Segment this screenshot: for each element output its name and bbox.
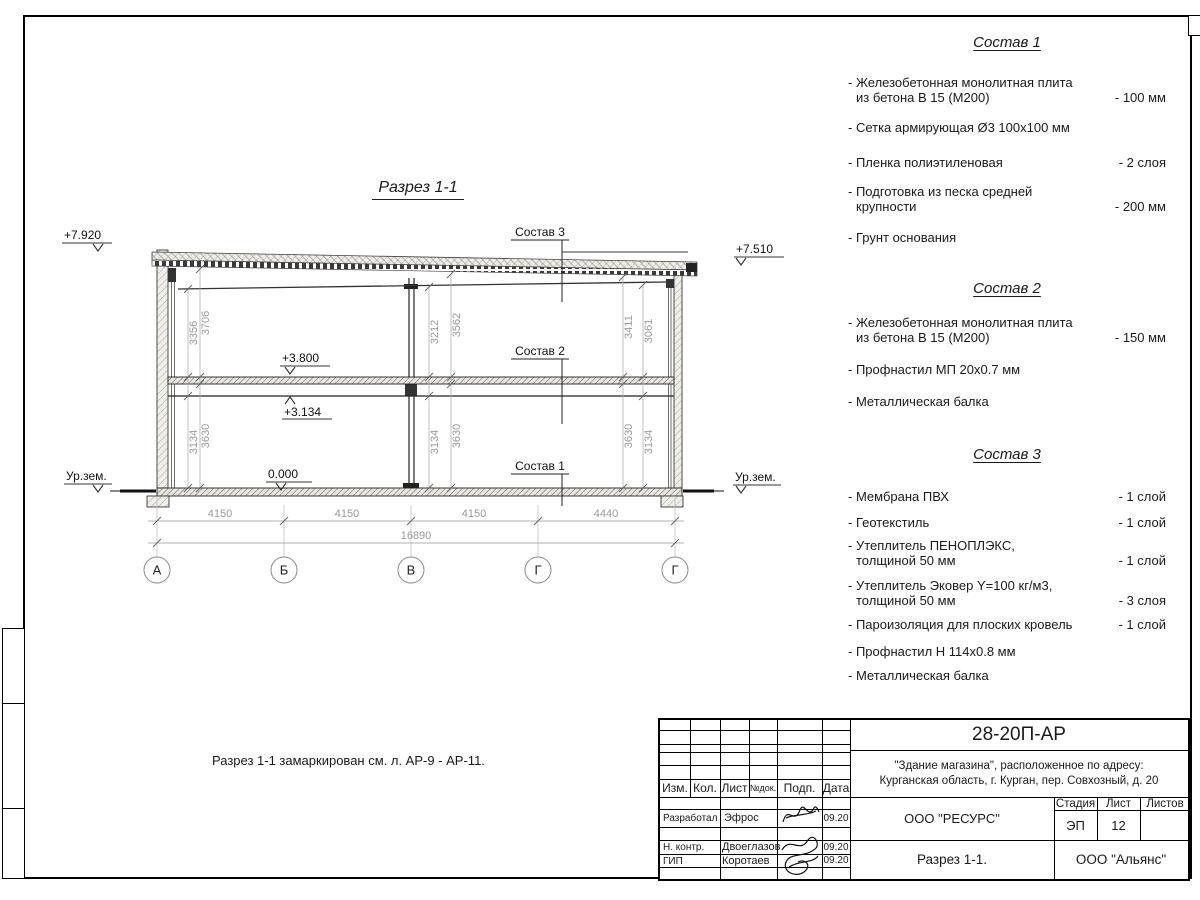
company-name: ООО "Альянс": [1075, 852, 1167, 867]
leader-sostav3: Состав 3: [515, 225, 565, 239]
row-role: Н. контр.: [663, 842, 705, 853]
list-item: - Пленка полиэтиленовая - 2 слоя: [848, 155, 1166, 170]
roof-bracket-right: [666, 279, 674, 288]
sheets-label: Листов: [1146, 797, 1184, 810]
composition-1-title: Состав 1: [973, 34, 1041, 51]
list-item: - Геотекстиль - 1 слой: [848, 515, 1166, 530]
composition-3-title: Состав 3: [973, 446, 1041, 463]
list-item: - Мембрана ПВХ - 1 слой: [848, 489, 1166, 504]
foundation-left: [147, 496, 169, 507]
stage-value: ЭП: [1066, 817, 1085, 833]
list-item: - Металлическая балка: [848, 668, 989, 683]
hdim: 4150: [207, 508, 233, 520]
sheet-label: Лист: [1106, 797, 1131, 810]
axis-label: Г: [671, 562, 679, 578]
col-kol: Кол.: [693, 781, 717, 795]
wall-right: [674, 272, 682, 488]
row-date: 09.20: [823, 812, 849, 824]
leader-sostav1: Состав 1: [515, 459, 565, 473]
elevation-beam: +3.134: [284, 405, 322, 419]
stage-label: Стадия: [1055, 797, 1096, 810]
object-line2: Курганская область, г. Курган, пер. Совхозный, д. 20: [879, 774, 1159, 787]
list-item: - Грунт основания: [848, 230, 957, 245]
floor-slab: [168, 377, 674, 384]
composition-3: [848, 446, 1166, 683]
composition-2-title: Состав 2: [973, 280, 1041, 297]
list-item: - Утеплитель Эковер Y=100 кг/м3, толщиной 50 мм - 3 слоя: [848, 578, 1166, 608]
axis-label: Г: [534, 562, 542, 578]
project-code: 28-20П-АР: [972, 724, 1066, 745]
list-item: - Утеплитель ПЕНОПЛЭКС, толщиной 50 мм - 1 слой: [848, 538, 1166, 568]
axis-label: В: [406, 562, 416, 578]
ground-slab: [157, 488, 682, 496]
vdim: 3630: [451, 423, 463, 449]
object-line1: "Здание магазина", расположенное по адресу:: [894, 759, 1144, 772]
list-item: - Профнастил Н 114х0.8 мм: [848, 644, 1016, 659]
hdim: 4440: [593, 508, 619, 520]
signature-razrabotal: [778, 800, 822, 828]
row-name: Эфрос: [724, 812, 759, 824]
sheet-name: Разрез 1-1.: [916, 852, 988, 867]
signature-kontr-gip: [776, 834, 824, 880]
vdim: 3562: [451, 312, 463, 338]
elevation-right-top: +7.510: [736, 242, 774, 256]
roof-bracket-left: [168, 268, 176, 282]
col-doc: №док.: [749, 783, 777, 793]
project-object: [850, 750, 1188, 797]
row-date: 09.20: [823, 855, 849, 866]
axis-extension-lines: [157, 497, 675, 557]
vdim: 3061: [643, 318, 655, 344]
vdim: 3630: [623, 423, 635, 449]
row-role: ГИП: [663, 856, 683, 867]
wall-left: [157, 250, 168, 488]
sheet-number: 12: [1111, 817, 1126, 833]
col-podp: Подп.: [783, 781, 816, 795]
vdim: 3706: [200, 310, 212, 336]
vdim: 3134: [429, 429, 441, 455]
total-dim: 16890: [400, 530, 432, 542]
col-data: Дата: [822, 781, 850, 795]
list-item: - Пароизоляция для плоских кровель - 1 слой: [848, 617, 1166, 632]
col-izm: Изм.: [662, 781, 688, 795]
vdim: 3356: [188, 320, 200, 346]
list-item: - Подготовка из песка средней крупности - 200 мм: [848, 184, 1166, 214]
section-note: Разрез 1-1 замаркирован см. л. АР-9 - АР-11.: [212, 753, 485, 768]
row-date: 09.20: [823, 841, 849, 853]
list-item: - Профнастил МП 20х0.7 мм: [848, 362, 1021, 377]
ground-level-left: Ур.зем.: [66, 469, 107, 483]
org-name: ООО "РЕСУРС": [904, 811, 1000, 826]
hdim: 4150: [461, 508, 487, 520]
col-list: Лист: [721, 781, 748, 795]
section-title: Разрез 1-1: [372, 179, 464, 200]
vdim: 3212: [429, 319, 441, 345]
roof-beam-line: [178, 282, 667, 289]
list-item: - Металлическая балка: [848, 394, 989, 409]
vdim: 3630: [200, 423, 212, 449]
leader-sostav2: Состав 2: [515, 344, 565, 358]
row-name: Коротаев: [722, 855, 770, 867]
row-role: Разработал: [663, 813, 718, 824]
elevation-zero: 0.000: [268, 467, 299, 481]
composition-2: [848, 280, 1166, 409]
title-block: [658, 718, 1190, 881]
elevation-left-top: +7.920: [64, 228, 102, 242]
foundation-right: [661, 496, 683, 507]
axis-bubbles: [144, 557, 688, 583]
vdim: 3134: [188, 429, 200, 455]
hdim: 4150: [334, 508, 360, 520]
list-item: - Сетка армирующая Ø3 100х100 мм: [848, 120, 1070, 135]
row-name: Двоеглазов: [722, 841, 781, 853]
elevation-floor: +3.800: [282, 351, 320, 365]
axis-label: А: [152, 562, 162, 578]
list-item: - Железобетонная монолитная плита из бетона В 15 (М200) - 100 мм: [848, 75, 1166, 105]
vdim: 3411: [623, 315, 635, 339]
vdim: 3134: [643, 429, 655, 455]
roof-end-cap: [686, 263, 697, 272]
list-item: - Железобетонная монолитная плита из бетона В 15 (М200) - 150 мм: [848, 315, 1166, 345]
axis-label: Б: [279, 562, 289, 578]
ground-level-right: Ур.зем.: [735, 470, 776, 484]
composition-1: [848, 34, 1166, 245]
hdim-labels: [208, 508, 618, 542]
